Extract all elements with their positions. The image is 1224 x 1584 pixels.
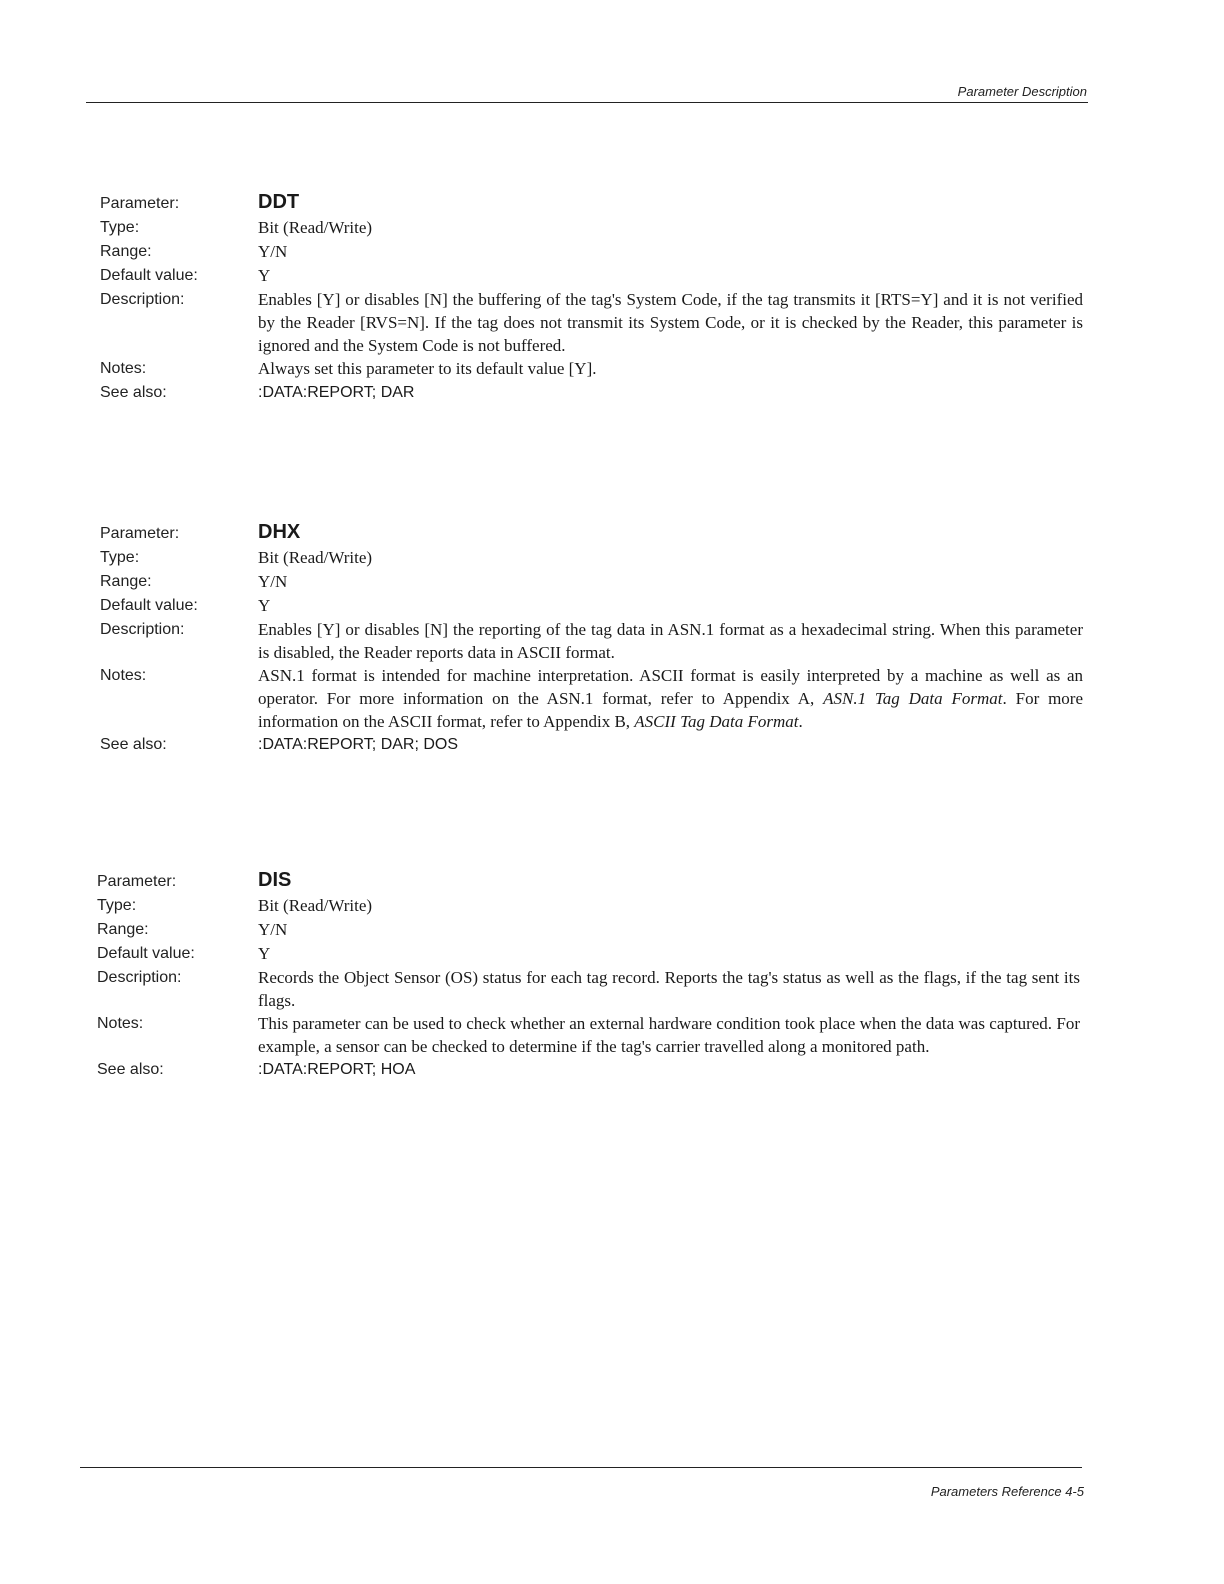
notes-label: Notes: — [97, 1015, 144, 1032]
notes-reference-asn1: ASN.1 Tag Data Format — [823, 689, 1003, 708]
notes-value: Always set this parameter to its default value [Y]. — [258, 359, 597, 378]
description-label: Description: — [100, 291, 185, 308]
type-value: Bit (Read/Write) — [258, 896, 373, 915]
description-value: Records the Object Sensor (OS) status for each tag record. Reports the tag's status as well as the flags, if the tag sent its flags. — [258, 968, 1080, 1010]
type-label: Type: — [100, 549, 140, 566]
see-also-value: :DATA:REPORT; DAR; DOS — [258, 736, 459, 753]
notes-text-e: . — [798, 712, 803, 731]
notes-reference-ascii: ASCII Tag Data Format — [634, 712, 799, 731]
notes-label: Notes: — [100, 360, 147, 377]
parameter-block-ddt — [100, 188, 1083, 405]
type-label: Type: — [97, 897, 137, 914]
description-value: Enables [Y] or disables [N] the reporting of the tag data in ASN.1 format as a hexadecimal string. When this parameter is disabled, the Reader reports data in ASCII format. — [258, 620, 1083, 662]
description-value: Enables [Y] or disables [N] the buffering of the tag's System Code, if the tag transmits it [RTS=Y] and it is not verified by the Reader [RVS=N]. If the tag does not transmit its System Code, or it is checked by the Reader, this parameter is ignored and the System Code is not buffered. — [258, 290, 1083, 355]
notes-value — [258, 664, 1083, 733]
parameter-label: Parameter: — [100, 195, 180, 212]
description-label: Description: — [100, 621, 185, 638]
range-value: Y/N — [258, 572, 288, 591]
type-label: Type: — [100, 219, 140, 236]
notes-value: This parameter can be used to check whether an external hardware condition took place when the data was captured. For example, a sensor can be checked to determine if the tag's carrier travelled along a monitored path. — [258, 1014, 1080, 1056]
default-label: Default value: — [100, 597, 198, 614]
see-also-label: See also: — [100, 384, 167, 401]
parameter-label: Parameter: — [100, 525, 180, 542]
range-label: Range: — [97, 921, 149, 938]
default-label: Default value: — [97, 945, 195, 962]
range-value: Y/N — [258, 920, 288, 939]
notes-label: Notes: — [100, 667, 147, 684]
parameter-block-dis — [97, 866, 1080, 1082]
parameter-block-dhx — [100, 518, 1083, 757]
parameter-label: Parameter: — [97, 873, 177, 890]
notes-text-a: ASN.1 format is intended for machine interpretation. ASCII format is easily interpreted by a machine as well as an operator. For more information on the ASN.1 format, refer to Appendix A, — [258, 666, 1083, 708]
see-also-label: See also: — [100, 736, 167, 753]
running-header: Parameter Description — [957, 84, 1087, 99]
default-value: Y — [258, 266, 271, 285]
description-label: Description: — [97, 969, 182, 986]
header-rule — [86, 102, 1088, 103]
default-label: Default value: — [100, 267, 198, 284]
default-value: Y — [258, 596, 271, 615]
running-footer: Parameters Reference 4-5 — [930, 1484, 1084, 1499]
range-label: Range: — [100, 243, 152, 260]
footer-rule — [80, 1467, 1082, 1468]
default-value: Y — [258, 944, 271, 963]
parameter-name: DIS — [258, 869, 292, 891]
parameter-name: DDT — [258, 191, 300, 213]
see-also-label: See also: — [97, 1061, 164, 1078]
notes-text-c: . For more information on the ASCII format, refer to Appendix B, — [258, 689, 1084, 731]
see-also-value: :DATA:REPORT; HOA — [258, 1061, 416, 1078]
range-value: Y/N — [258, 242, 288, 261]
type-value: Bit (Read/Write) — [258, 548, 373, 567]
range-label: Range: — [100, 573, 152, 590]
parameter-name: DHX — [258, 521, 301, 543]
see-also-value: :DATA:REPORT; DAR — [258, 384, 415, 401]
type-value: Bit (Read/Write) — [258, 218, 373, 237]
